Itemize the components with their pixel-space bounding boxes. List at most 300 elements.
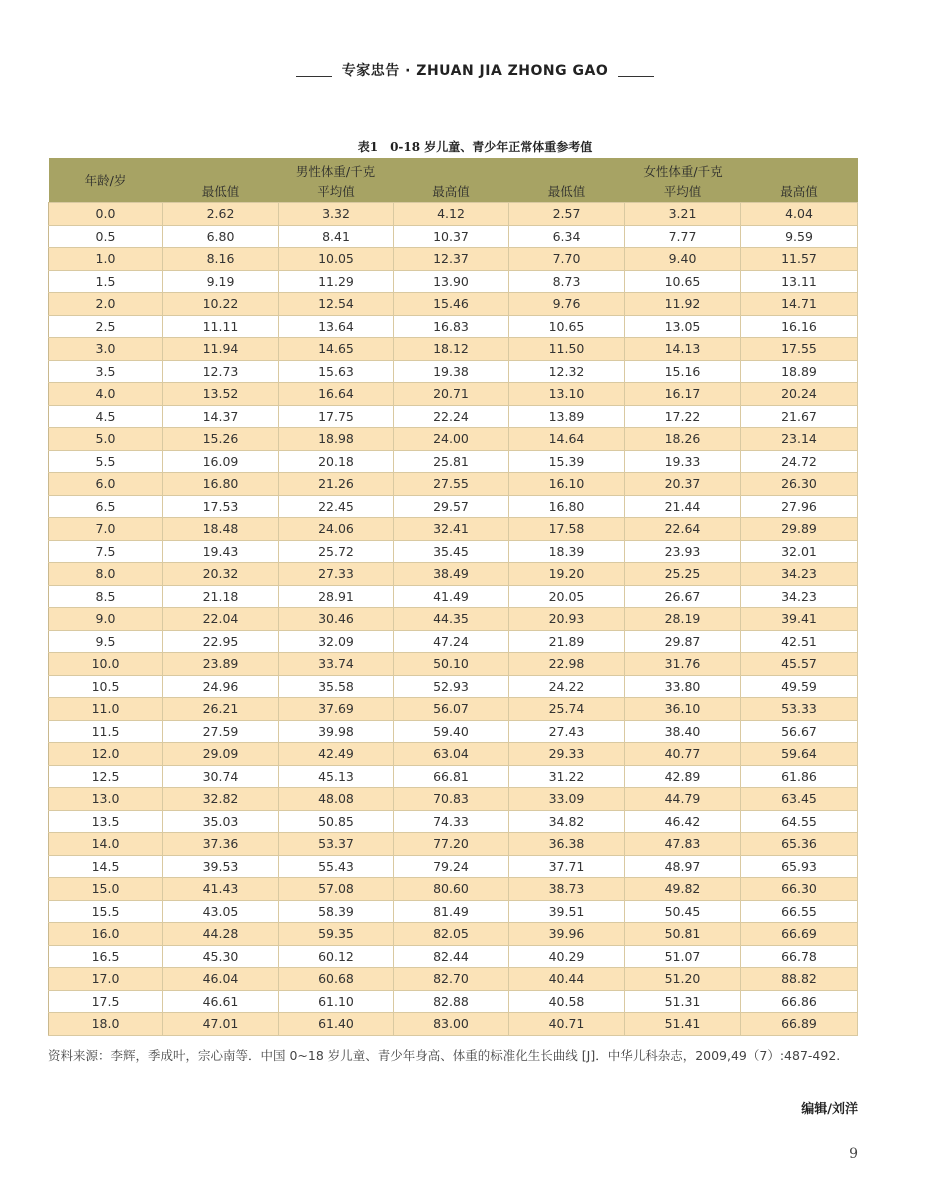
male-max-cell: 44.35 xyxy=(394,608,509,631)
male-min-header: 最低值 xyxy=(163,180,279,203)
female-min-cell: 12.32 xyxy=(509,360,625,383)
female-max-cell: 27.96 xyxy=(741,495,858,518)
female-avg-cell: 42.89 xyxy=(625,765,741,788)
male-max-cell: 27.55 xyxy=(394,473,509,496)
female-avg-cell: 11.92 xyxy=(625,293,741,316)
female-max-cell: 20.24 xyxy=(741,383,858,406)
male-max-cell: 74.33 xyxy=(394,810,509,833)
female-max-cell: 11.57 xyxy=(741,248,858,271)
male-min-cell: 46.61 xyxy=(163,990,279,1013)
female-min-cell: 40.58 xyxy=(509,990,625,1013)
female-avg-cell: 36.10 xyxy=(625,698,741,721)
male-max-cell: 81.49 xyxy=(394,900,509,923)
female-max-cell: 56.67 xyxy=(741,720,858,743)
male-min-cell: 8.16 xyxy=(163,248,279,271)
male-min-cell: 16.09 xyxy=(163,450,279,473)
table-row xyxy=(49,293,858,316)
female-min-cell: 27.43 xyxy=(509,720,625,743)
female-min-cell: 18.39 xyxy=(509,540,625,563)
female-min-cell: 6.34 xyxy=(509,225,625,248)
female-max-cell: 24.72 xyxy=(741,450,858,473)
male-avg-cell: 39.98 xyxy=(279,720,394,743)
male-min-cell: 13.52 xyxy=(163,383,279,406)
female-max-cell: 64.55 xyxy=(741,810,858,833)
male-avg-cell: 57.08 xyxy=(279,878,394,901)
female-min-cell: 37.71 xyxy=(509,855,625,878)
female-max-cell: 66.86 xyxy=(741,990,858,1013)
female-max-cell: 13.11 xyxy=(741,270,858,293)
editor-credit: 编辑/刘洋 xyxy=(801,1102,858,1117)
male-min-cell: 26.21 xyxy=(163,698,279,721)
table-row xyxy=(49,405,858,428)
male-max-cell: 29.57 xyxy=(394,495,509,518)
female-min-cell: 13.10 xyxy=(509,383,625,406)
female-max-cell: 14.71 xyxy=(741,293,858,316)
table-row xyxy=(49,990,858,1013)
table-row xyxy=(49,473,858,496)
male-avg-cell: 61.10 xyxy=(279,990,394,1013)
table-row xyxy=(49,225,858,248)
female-max-cell: 17.55 xyxy=(741,338,858,361)
male-max-cell: 52.93 xyxy=(394,675,509,698)
male-min-cell: 41.43 xyxy=(163,878,279,901)
age-cell: 0.5 xyxy=(49,225,163,248)
female-min-cell: 10.65 xyxy=(509,315,625,338)
male-max-cell: 20.71 xyxy=(394,383,509,406)
male-avg-cell: 12.54 xyxy=(279,293,394,316)
male-max-cell: 59.40 xyxy=(394,720,509,743)
male-avg-cell: 10.05 xyxy=(279,248,394,271)
age-cell: 1.5 xyxy=(49,270,163,293)
male-avg-cell: 50.85 xyxy=(279,810,394,833)
age-cell: 14.0 xyxy=(49,833,163,856)
male-avg-header: 平均值 xyxy=(279,180,394,203)
female-avg-cell: 17.22 xyxy=(625,405,741,428)
female-avg-cell: 51.31 xyxy=(625,990,741,1013)
male-min-cell: 18.48 xyxy=(163,518,279,541)
female-max-cell: 66.69 xyxy=(741,923,858,946)
female-max-cell: 66.55 xyxy=(741,900,858,923)
male-max-cell: 41.49 xyxy=(394,585,509,608)
male-min-cell: 20.32 xyxy=(163,563,279,586)
male-max-cell: 10.37 xyxy=(394,225,509,248)
table-row xyxy=(49,833,858,856)
male-max-cell: 12.37 xyxy=(394,248,509,271)
page-number: 9 xyxy=(849,1146,858,1162)
male-max-cell: 66.81 xyxy=(394,765,509,788)
female-avg-cell: 38.40 xyxy=(625,720,741,743)
male-weight-header: 男性体重/千克 xyxy=(163,158,509,180)
female-avg-cell: 16.17 xyxy=(625,383,741,406)
table-row xyxy=(49,270,858,293)
male-avg-cell: 14.65 xyxy=(279,338,394,361)
female-avg-cell: 21.44 xyxy=(625,495,741,518)
male-max-header: 最高值 xyxy=(394,180,509,203)
female-max-cell: 34.23 xyxy=(741,585,858,608)
table-row xyxy=(49,315,858,338)
male-max-cell: 25.81 xyxy=(394,450,509,473)
table-row xyxy=(49,810,858,833)
age-cell: 13.5 xyxy=(49,810,163,833)
female-avg-cell: 7.77 xyxy=(625,225,741,248)
age-cell: 3.0 xyxy=(49,338,163,361)
male-min-cell: 14.37 xyxy=(163,405,279,428)
female-max-cell: 63.45 xyxy=(741,788,858,811)
male-avg-cell: 60.12 xyxy=(279,945,394,968)
female-min-cell: 17.58 xyxy=(509,518,625,541)
male-max-cell: 50.10 xyxy=(394,653,509,676)
age-cell: 3.5 xyxy=(49,360,163,383)
male-min-cell: 22.04 xyxy=(163,608,279,631)
male-max-cell: 16.83 xyxy=(394,315,509,338)
source-citation: 资料来源：李辉，季成叶，宗心南等．中国 0~18 岁儿童、青少年身高、体重的标准化生长曲线 [J]．中华儿科杂志，2009,49（7）:487-492. xyxy=(48,1048,841,1063)
header-rule-right xyxy=(618,76,654,77)
female-avg-cell: 33.80 xyxy=(625,675,741,698)
male-avg-cell: 28.91 xyxy=(279,585,394,608)
male-avg-cell: 58.39 xyxy=(279,900,394,923)
female-max-cell: 21.67 xyxy=(741,405,858,428)
male-avg-cell: 25.72 xyxy=(279,540,394,563)
male-avg-cell: 15.63 xyxy=(279,360,394,383)
male-avg-cell: 48.08 xyxy=(279,788,394,811)
age-cell: 9.0 xyxy=(49,608,163,631)
male-avg-cell: 42.49 xyxy=(279,743,394,766)
table-row xyxy=(49,878,858,901)
female-avg-cell: 19.33 xyxy=(625,450,741,473)
male-min-cell: 21.18 xyxy=(163,585,279,608)
female-avg-cell: 13.05 xyxy=(625,315,741,338)
female-min-cell: 16.10 xyxy=(509,473,625,496)
male-avg-cell: 3.32 xyxy=(279,203,394,226)
table-row xyxy=(49,608,858,631)
male-min-cell: 45.30 xyxy=(163,945,279,968)
age-cell: 4.0 xyxy=(49,383,163,406)
table-row xyxy=(49,945,858,968)
female-avg-cell: 10.65 xyxy=(625,270,741,293)
female-avg-cell: 47.83 xyxy=(625,833,741,856)
table-row xyxy=(49,968,858,991)
age-cell: 15.0 xyxy=(49,878,163,901)
male-min-cell: 11.11 xyxy=(163,315,279,338)
male-max-cell: 77.20 xyxy=(394,833,509,856)
age-cell: 8.0 xyxy=(49,563,163,586)
page-header xyxy=(0,60,950,80)
male-min-cell: 30.74 xyxy=(163,765,279,788)
table-row xyxy=(49,675,858,698)
age-cell: 16.0 xyxy=(49,923,163,946)
male-max-cell: 82.88 xyxy=(394,990,509,1013)
female-avg-cell: 40.77 xyxy=(625,743,741,766)
male-min-cell: 10.22 xyxy=(163,293,279,316)
table-row xyxy=(49,203,858,226)
female-max-cell: 42.51 xyxy=(741,630,858,653)
female-avg-cell: 26.67 xyxy=(625,585,741,608)
female-max-cell: 61.86 xyxy=(741,765,858,788)
male-min-cell: 9.19 xyxy=(163,270,279,293)
table-row xyxy=(49,653,858,676)
female-avg-cell: 3.21 xyxy=(625,203,741,226)
male-avg-cell: 21.26 xyxy=(279,473,394,496)
age-cell: 8.5 xyxy=(49,585,163,608)
female-min-cell: 29.33 xyxy=(509,743,625,766)
table-row xyxy=(49,720,858,743)
table-title: 表1 0-18 岁儿童、青少年正常体重参考值 xyxy=(357,140,593,154)
table-row xyxy=(49,743,858,766)
table-row xyxy=(49,698,858,721)
male-avg-cell: 24.06 xyxy=(279,518,394,541)
table-row xyxy=(49,1013,858,1036)
age-column-header: 年龄/岁 xyxy=(49,158,163,203)
male-max-cell: 4.12 xyxy=(394,203,509,226)
female-min-cell: 22.98 xyxy=(509,653,625,676)
male-avg-cell: 37.69 xyxy=(279,698,394,721)
female-min-cell: 9.76 xyxy=(509,293,625,316)
female-max-cell: 23.14 xyxy=(741,428,858,451)
female-max-cell: 66.78 xyxy=(741,945,858,968)
female-avg-cell: 46.42 xyxy=(625,810,741,833)
female-min-cell: 31.22 xyxy=(509,765,625,788)
female-max-cell: 34.23 xyxy=(741,563,858,586)
female-avg-cell: 50.81 xyxy=(625,923,741,946)
male-min-cell: 29.09 xyxy=(163,743,279,766)
male-max-cell: 15.46 xyxy=(394,293,509,316)
male-min-cell: 2.62 xyxy=(163,203,279,226)
female-min-cell: 15.39 xyxy=(509,450,625,473)
male-max-cell: 35.45 xyxy=(394,540,509,563)
female-min-cell: 24.22 xyxy=(509,675,625,698)
male-max-cell: 82.70 xyxy=(394,968,509,991)
male-avg-cell: 61.40 xyxy=(279,1013,394,1036)
female-avg-cell: 18.26 xyxy=(625,428,741,451)
female-max-header: 最高值 xyxy=(741,180,858,203)
male-min-cell: 12.73 xyxy=(163,360,279,383)
female-min-cell: 8.73 xyxy=(509,270,625,293)
female-max-cell: 88.82 xyxy=(741,968,858,991)
male-avg-cell: 53.37 xyxy=(279,833,394,856)
age-cell: 10.5 xyxy=(49,675,163,698)
male-max-cell: 13.90 xyxy=(394,270,509,293)
male-max-cell: 82.05 xyxy=(394,923,509,946)
female-avg-cell: 15.16 xyxy=(625,360,741,383)
female-max-cell: 53.33 xyxy=(741,698,858,721)
male-avg-cell: 16.64 xyxy=(279,383,394,406)
female-min-cell: 2.57 xyxy=(509,203,625,226)
male-avg-cell: 35.58 xyxy=(279,675,394,698)
male-min-cell: 23.89 xyxy=(163,653,279,676)
female-max-cell: 49.59 xyxy=(741,675,858,698)
age-cell: 2.0 xyxy=(49,293,163,316)
male-min-cell: 19.43 xyxy=(163,540,279,563)
female-min-cell: 14.64 xyxy=(509,428,625,451)
table-row xyxy=(49,495,858,518)
male-max-cell: 19.38 xyxy=(394,360,509,383)
male-avg-cell: 13.64 xyxy=(279,315,394,338)
age-cell: 13.0 xyxy=(49,788,163,811)
male-min-cell: 47.01 xyxy=(163,1013,279,1036)
male-min-cell: 39.53 xyxy=(163,855,279,878)
female-avg-cell: 20.37 xyxy=(625,473,741,496)
female-avg-cell: 44.79 xyxy=(625,788,741,811)
age-cell: 5.0 xyxy=(49,428,163,451)
male-max-cell: 83.00 xyxy=(394,1013,509,1036)
male-min-cell: 17.53 xyxy=(163,495,279,518)
female-max-cell: 26.30 xyxy=(741,473,858,496)
table-row xyxy=(49,248,858,271)
male-max-cell: 18.12 xyxy=(394,338,509,361)
female-max-cell: 59.64 xyxy=(741,743,858,766)
male-max-cell: 24.00 xyxy=(394,428,509,451)
age-cell: 18.0 xyxy=(49,1013,163,1036)
male-min-cell: 43.05 xyxy=(163,900,279,923)
male-avg-cell: 32.09 xyxy=(279,630,394,653)
male-max-cell: 70.83 xyxy=(394,788,509,811)
female-max-cell: 65.93 xyxy=(741,855,858,878)
age-cell: 6.0 xyxy=(49,473,163,496)
female-min-cell: 21.89 xyxy=(509,630,625,653)
male-avg-cell: 8.41 xyxy=(279,225,394,248)
table-row xyxy=(49,563,858,586)
female-min-cell: 39.51 xyxy=(509,900,625,923)
table-body xyxy=(49,203,858,1036)
female-min-cell: 40.71 xyxy=(509,1013,625,1036)
header-rule-left xyxy=(296,76,332,77)
age-cell: 10.0 xyxy=(49,653,163,676)
female-min-cell: 20.93 xyxy=(509,608,625,631)
male-min-cell: 11.94 xyxy=(163,338,279,361)
female-avg-cell: 50.45 xyxy=(625,900,741,923)
table-row xyxy=(49,338,858,361)
male-max-cell: 32.41 xyxy=(394,518,509,541)
male-avg-cell: 33.74 xyxy=(279,653,394,676)
female-min-cell: 39.96 xyxy=(509,923,625,946)
male-min-cell: 24.96 xyxy=(163,675,279,698)
table-row xyxy=(49,383,858,406)
age-cell: 11.5 xyxy=(49,720,163,743)
table-header xyxy=(49,158,858,203)
female-max-cell: 66.30 xyxy=(741,878,858,901)
age-cell: 17.5 xyxy=(49,990,163,1013)
female-max-cell: 16.16 xyxy=(741,315,858,338)
age-cell: 15.5 xyxy=(49,900,163,923)
female-min-cell: 20.05 xyxy=(509,585,625,608)
female-avg-cell: 28.19 xyxy=(625,608,741,631)
age-cell: 1.0 xyxy=(49,248,163,271)
male-avg-cell: 55.43 xyxy=(279,855,394,878)
table-row xyxy=(49,450,858,473)
female-min-cell: 7.70 xyxy=(509,248,625,271)
age-cell: 16.5 xyxy=(49,945,163,968)
age-cell: 12.5 xyxy=(49,765,163,788)
male-max-cell: 47.24 xyxy=(394,630,509,653)
table-row xyxy=(49,360,858,383)
female-avg-cell: 23.93 xyxy=(625,540,741,563)
female-min-cell: 33.09 xyxy=(509,788,625,811)
female-avg-cell: 14.13 xyxy=(625,338,741,361)
female-avg-cell: 51.41 xyxy=(625,1013,741,1036)
male-min-cell: 16.80 xyxy=(163,473,279,496)
female-min-cell: 38.73 xyxy=(509,878,625,901)
female-avg-cell: 9.40 xyxy=(625,248,741,271)
male-max-cell: 82.44 xyxy=(394,945,509,968)
male-max-cell: 79.24 xyxy=(394,855,509,878)
male-avg-cell: 59.35 xyxy=(279,923,394,946)
weight-reference-table xyxy=(48,158,858,1036)
female-avg-cell: 48.97 xyxy=(625,855,741,878)
female-avg-cell: 31.76 xyxy=(625,653,741,676)
male-avg-cell: 27.33 xyxy=(279,563,394,586)
table-row xyxy=(49,540,858,563)
female-max-cell: 39.41 xyxy=(741,608,858,631)
male-avg-cell: 22.45 xyxy=(279,495,394,518)
header-title: 专家忠告 · ZHUAN JIA ZHONG GAO xyxy=(341,63,609,79)
table-row xyxy=(49,428,858,451)
age-cell: 12.0 xyxy=(49,743,163,766)
male-avg-cell: 60.68 xyxy=(279,968,394,991)
age-cell: 17.0 xyxy=(49,968,163,991)
female-avg-cell: 49.82 xyxy=(625,878,741,901)
table-row xyxy=(49,630,858,653)
female-avg-cell: 51.20 xyxy=(625,968,741,991)
female-min-header: 最低值 xyxy=(509,180,625,203)
male-min-cell: 44.28 xyxy=(163,923,279,946)
male-max-cell: 22.24 xyxy=(394,405,509,428)
female-max-cell: 32.01 xyxy=(741,540,858,563)
age-cell: 9.5 xyxy=(49,630,163,653)
male-min-cell: 6.80 xyxy=(163,225,279,248)
female-min-cell: 36.38 xyxy=(509,833,625,856)
female-weight-header: 女性体重/千克 xyxy=(509,158,858,180)
male-avg-cell: 17.75 xyxy=(279,405,394,428)
male-max-cell: 63.04 xyxy=(394,743,509,766)
male-max-cell: 38.49 xyxy=(394,563,509,586)
male-avg-cell: 45.13 xyxy=(279,765,394,788)
male-min-cell: 27.59 xyxy=(163,720,279,743)
female-min-cell: 25.74 xyxy=(509,698,625,721)
female-min-cell: 16.80 xyxy=(509,495,625,518)
female-min-cell: 40.44 xyxy=(509,968,625,991)
male-min-cell: 32.82 xyxy=(163,788,279,811)
table-row xyxy=(49,765,858,788)
table-row xyxy=(49,585,858,608)
female-max-cell: 29.89 xyxy=(741,518,858,541)
male-max-cell: 80.60 xyxy=(394,878,509,901)
age-cell: 14.5 xyxy=(49,855,163,878)
female-min-cell: 34.82 xyxy=(509,810,625,833)
female-max-cell: 45.57 xyxy=(741,653,858,676)
female-avg-header: 平均值 xyxy=(625,180,741,203)
female-min-cell: 13.89 xyxy=(509,405,625,428)
male-avg-cell: 30.46 xyxy=(279,608,394,631)
age-cell: 2.5 xyxy=(49,315,163,338)
female-max-cell: 65.36 xyxy=(741,833,858,856)
age-cell: 11.0 xyxy=(49,698,163,721)
female-min-cell: 11.50 xyxy=(509,338,625,361)
male-min-cell: 22.95 xyxy=(163,630,279,653)
female-avg-cell: 25.25 xyxy=(625,563,741,586)
female-avg-cell: 29.87 xyxy=(625,630,741,653)
age-cell: 0.0 xyxy=(49,203,163,226)
table-row xyxy=(49,900,858,923)
female-max-cell: 9.59 xyxy=(741,225,858,248)
male-max-cell: 56.07 xyxy=(394,698,509,721)
age-cell: 6.5 xyxy=(49,495,163,518)
male-min-cell: 37.36 xyxy=(163,833,279,856)
age-cell: 5.5 xyxy=(49,450,163,473)
age-cell: 7.0 xyxy=(49,518,163,541)
female-max-cell: 4.04 xyxy=(741,203,858,226)
table-row xyxy=(49,923,858,946)
male-avg-cell: 11.29 xyxy=(279,270,394,293)
